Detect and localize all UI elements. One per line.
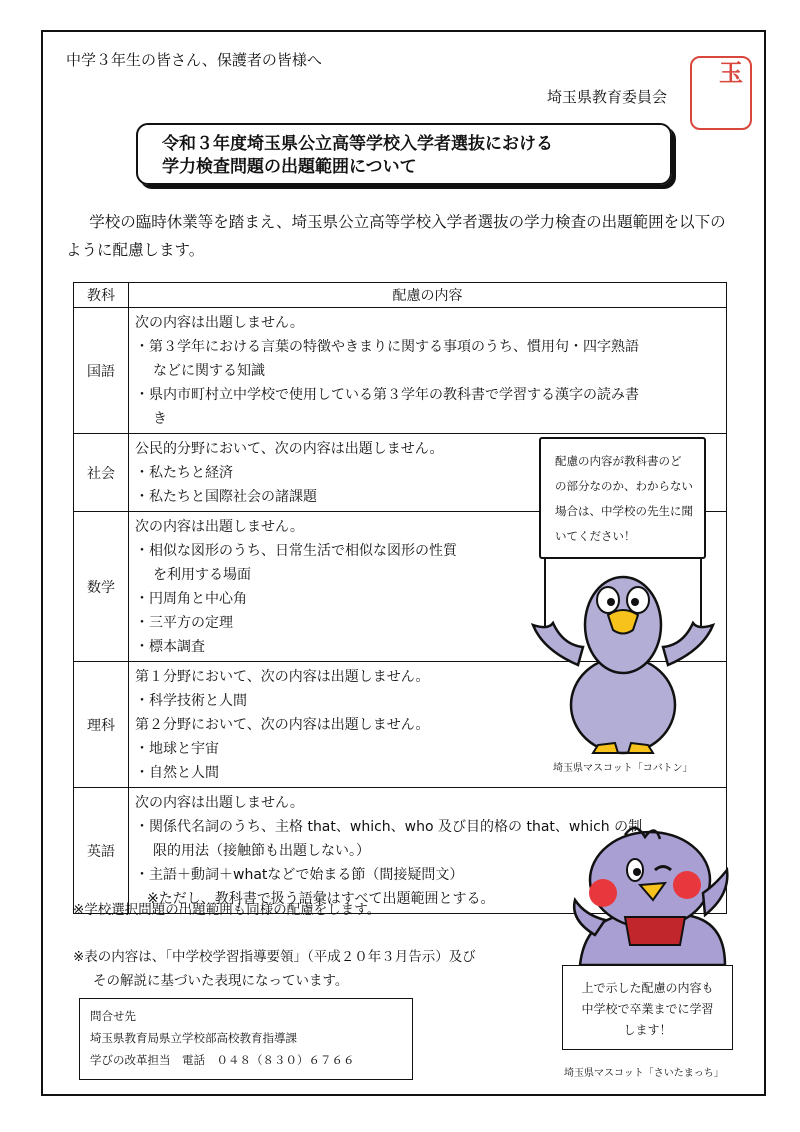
content-line: ・相似な図形のうち、日常生活で相似な図形の性質 (135, 543, 457, 559)
title-line-2: 学力検査問題の出題範囲について (162, 157, 417, 177)
table-header-row (74, 283, 727, 308)
content-line: ・私たちと経済 (135, 465, 233, 481)
content-line: 限的用法（接触節も出題しない。） (153, 843, 370, 859)
note-guideline (73, 945, 543, 993)
content-line: ・県内市町村立中学校で使用している第３学年の教科書で学習する漢字の読み書 (135, 387, 639, 403)
content-line: ・地球と宇宙 (135, 741, 219, 757)
mascot-caption: 埼玉県マスコット「さいたまっち」 (564, 1068, 724, 1079)
speech-line: 中学校で卒業までに学習 (581, 1002, 714, 1016)
sign-line: いてください！ (555, 529, 636, 543)
content-line: ・標本調査 (135, 639, 205, 655)
content-line: 第２分野において、次の内容は出題しません。 (135, 717, 430, 733)
speech-line: 上で示した配慮の内容も (581, 981, 714, 995)
note-line: その解説に基づいた表現になっています。 (93, 973, 349, 989)
content-line: ※ただし、教科書で扱う語彙はすべて出題範囲とする。 (147, 891, 495, 907)
sign-line: 場合は、中学校の先生に聞 (555, 504, 693, 518)
subject-cell: 国語 (74, 308, 129, 434)
content-line: などに関する知識 (153, 363, 265, 379)
sign-line: の部分なのか、わからない (555, 479, 693, 493)
mascot-caption: 埼玉県マスコット「コバトン」 (553, 763, 693, 774)
subject-cell: 理科 (74, 662, 129, 788)
note-selection-test: ※学校選択問題の出題範囲も同様の配慮をします。 (73, 902, 381, 918)
contact-dept: 学びの改革担当 電話 ０４８（８３０）６７６６ (90, 1053, 355, 1067)
subject-cell: 数学 (74, 512, 129, 662)
content-line: ・関係代名詞のうち、主格 that、which、who 及び目的格の that、which の制 (135, 819, 643, 835)
sign-line: 配慮の内容が教科書のど (555, 454, 682, 468)
content-line: ・三平方の定理 (135, 615, 233, 631)
subject-cell: 英語 (74, 788, 129, 914)
content-line: ・円周角と中心角 (135, 591, 247, 607)
content-cell (129, 308, 727, 434)
content-line: ・第３学年における言葉の特徴やきまりに関する事項のうち、慣用句・四字熟語 (135, 339, 639, 355)
content-line: ・主語＋動詞＋whatなどで始まる節（間接疑問文） (135, 867, 464, 883)
subject-cell: 社会 (74, 434, 129, 512)
content-line: 第１分野において、次の内容は出題しません。 (135, 669, 430, 685)
content-line: き (153, 411, 167, 427)
contact-org: 埼玉県教育局県立学校部高校教育指導課 (90, 1031, 297, 1045)
table-row (74, 308, 727, 434)
saitama-seal-logo (690, 56, 752, 130)
speech-line: します！ (623, 1023, 672, 1037)
content-line: 次の内容は出題しません。 (135, 315, 304, 331)
content-line: 公民的分野において、次の内容は出題しません。 (135, 441, 444, 457)
greeting: 中学３年生の皆さん、保護者の皆様へ (66, 51, 322, 69)
content-line: 次の内容は出題しません。 (135, 519, 304, 535)
seal-char: 玉 (719, 58, 743, 87)
note-line: ※表の内容は、「中学校学習指導要領」（平成２０年３月告示）及び (73, 949, 476, 965)
table-header: 教科 (74, 283, 129, 308)
kobaton-mascot-icon (523, 555, 723, 755)
intro-paragraph: 学校の臨時休業等を踏まえ、埼玉県公立高等学校入学者選抜の学力検査の出題範囲を以下のように配慮します。 (66, 213, 726, 259)
contact-label: 問合せ先 (90, 1009, 136, 1023)
mascot-speech-box (562, 965, 733, 1050)
title-line-1: 令和３年度埼玉県公立高等学校入学者選抜における (162, 134, 553, 154)
content-line: 次の内容は出題しません。 (135, 795, 304, 811)
content-line: ・科学技術と人間 (135, 693, 247, 709)
issuer: 埼玉県教育委員会 (547, 88, 668, 106)
mascot-sign (539, 437, 706, 559)
content-line: ・自然と人間 (135, 765, 219, 781)
contact-box (79, 998, 413, 1080)
content-line: を利用する場面 (153, 567, 251, 583)
table-header: 配慮の内容 (129, 283, 727, 308)
content-line: ・私たちと国際社会の諸課題 (135, 489, 317, 505)
saitamacchi-mascot-icon (555, 825, 735, 965)
document-title (136, 123, 672, 185)
